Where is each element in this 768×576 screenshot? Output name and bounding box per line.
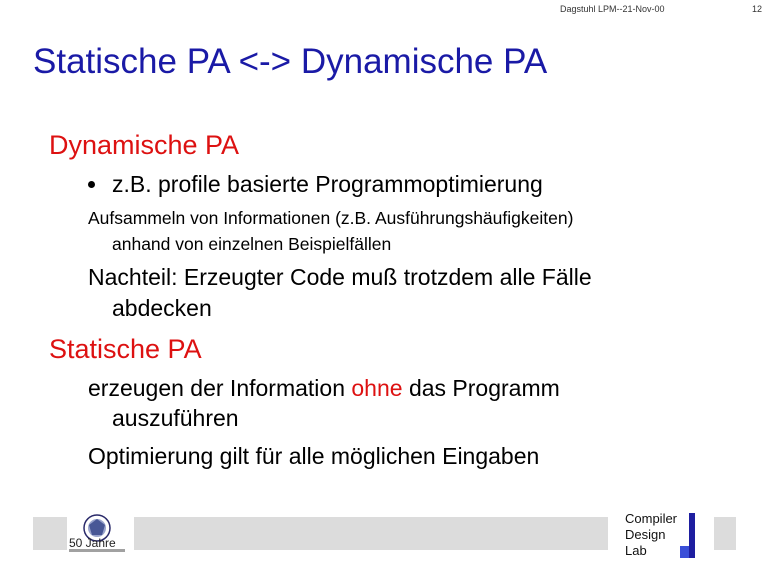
text-drawback-line1: Nachteil: Erzeugter Code muß trotzdem alle Fälle (88, 264, 592, 290)
page-number: 12 (752, 4, 763, 14)
text-generate-info-before: erzeugen der Information (88, 375, 352, 401)
slide-meta: Dagstuhl LPM--21-Nov-00 (560, 4, 665, 14)
text-generate-info-accent: ohne (351, 375, 403, 401)
text-collect-info-line2: anhand von einzelnen Beispielfällen (112, 234, 392, 254)
text-generate-info-line1 (88, 375, 560, 402)
compiler-design-lab-logo (612, 510, 702, 560)
bullet-profile-optimization: z.B. profile basierte Programmoptimierung (112, 171, 543, 197)
bullet-dot (88, 181, 95, 188)
slide-title: Statische PA <-> Dynamische PA (33, 42, 548, 81)
logo-line-design: Design (625, 527, 666, 542)
logo-line-lab: Lab (625, 543, 647, 558)
anniversary-seal-logo (67, 513, 127, 555)
footer-bar-middle (134, 517, 608, 550)
logo-line-compiler: Compiler (625, 511, 678, 526)
text-generate-info-line2: auszuführen (112, 405, 239, 431)
seal-text: 50 Jahre (69, 536, 116, 550)
footer-bar-right (714, 517, 736, 550)
footer-bar-left (33, 517, 67, 550)
logo-bar-dark (689, 513, 695, 558)
text-drawback-line2: abdecken (112, 295, 212, 321)
section-heading-static: Statische PA (49, 334, 202, 364)
section-heading-dynamic: Dynamische PA (49, 130, 240, 160)
text-generate-info-after: das Programm (402, 375, 560, 401)
text-collect-info-line1: Aufsammeln von Informationen (z.B. Ausführungshäufigkeiten) (88, 208, 574, 228)
text-optimization-all-inputs: Optimierung gilt für alle möglichen Eingaben (88, 443, 540, 469)
logo-bar-light (680, 546, 689, 558)
